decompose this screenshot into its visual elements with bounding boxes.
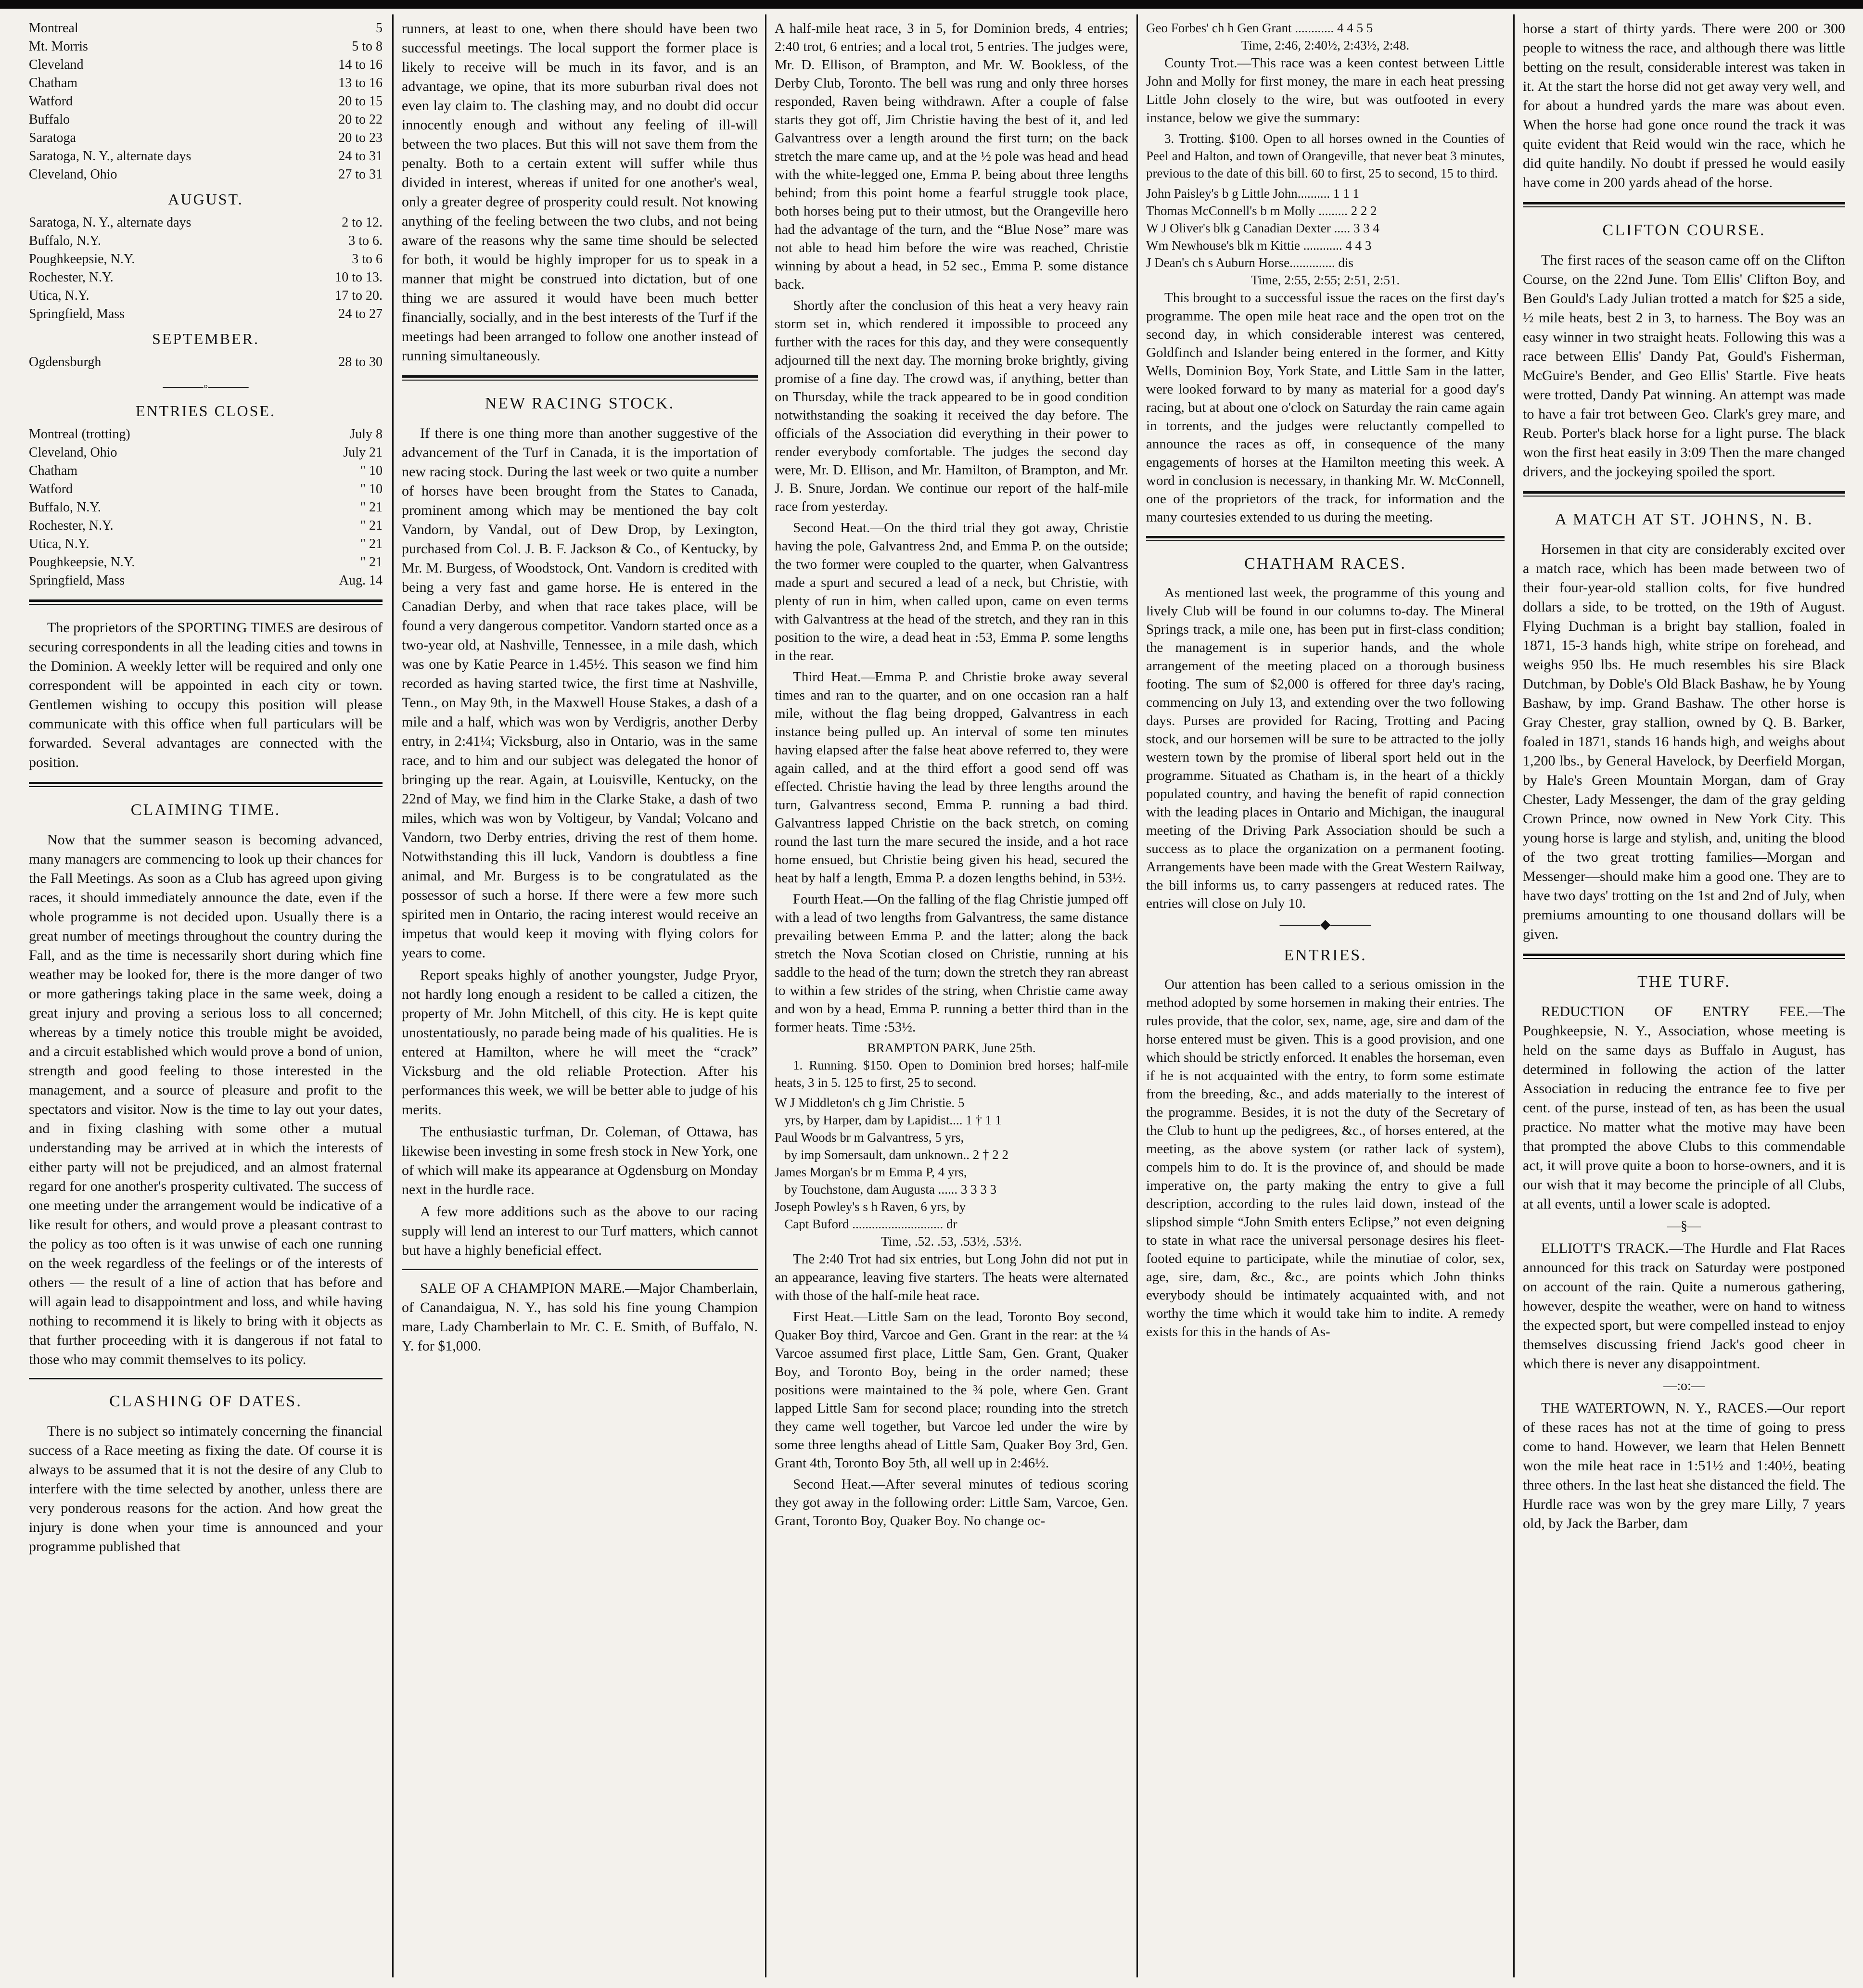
fixture-row bbox=[29, 572, 383, 590]
clashing-body: There is no subject so intimately concerning the financial success of a Race meeting as fixing the date. Of course it is always to be assumed that it is not the desire of any Club to interfere with the time selected by another, unless there are very ponderous reasons for the action. And how great the injury is done when your time is announced and your programme published that bbox=[29, 1423, 383, 1555]
chatham-races-heading: CHATHAM RACES. bbox=[1244, 555, 1406, 573]
champion-mare-notice: SALE OF A CHAMPION MARE.—Major Chamberlain, of Canandaigua, N. Y., has sold his fine young Champion mare, Lady Chamberlain to Mr. C. E. Smith, of Buffalo, N. Y. for $1,000. bbox=[402, 1280, 758, 1354]
race-1-summary bbox=[775, 1094, 1128, 1233]
match-race-continued: horse a start of thirty yards. There were 200 or 300 people to witness the race, and although there was little betting on the result, considerable interest was taken in it. At the start the horse did not get away very well, and for about a hundred yards the mare was about even. When the horse had gone once round the track it was quite evident that Reid would win the race, which he did quite handily. No doubt if pressed he would easily have come in 200 yards ahead of the horse. bbox=[1523, 21, 1845, 191]
meeting-conclusion: This brought to a successful issue the races on the first day's programme. The open mile heat race and the open trot on the second day, in which considerable interest was centered, Goldfinch and Islander being entered in the former, and Kitty Wells, Dominion Boy, York State, and Little Sam in the latter, were looked forward to by many as material for a good day's racing, but at about one o'clock on Saturday the rain came again in torrents, and the judges were reluctantly compelled to announce the races as off, in consequence of the many engagements of horses at the Hamilton meeting this week. A word in conclusion is necessary, in thanking Mr. W. McConnell, one of the proprietors of the track, for information and the many courtesies extended to us during the meeting. bbox=[1146, 290, 1505, 525]
chatham-races-body: As mentioned last week, the programme of this young and lively Club will be found in our columns to-day. The Mineral Springs track, a mile one, has been put in first-class condition; the management is in superior hands, and the whole arrangement of the meeting placed on a thorough business footing. The sum of $2,000 is offered for three day's racing, commencing on July 13, and extending over the two following days. Purses are provided for Racing, Trotting and Pacing stock, and our horsemen will be sure to be attracted to the jolly western town by the promise of liberal sport held out in the programme. Situated as Chatham is, in the heart of a thickly populated country, and having the benefit of rapid connection with the leading places in Ontario and Michigan, the inaugural meeting of the Driving Park Association should be such a success as to place the organization on a permanent footing. Arrangements have been made with the Great Western Railway, the bill informs us, to carry passengers at reduced rates. The entries will close on July 10. bbox=[1146, 585, 1505, 911]
claiming-time-body: Now that the summer season is becoming advanced, many managers are commencing to look up their chances for the Fall Meetings. As soon as a Club has agreed upon giving races, it should immediately announce the date, even if the whole programme is not decided upon. Usually there is a great number of meetings throughout the country during the Fall, and as the time is necessarily short during which fine weather may be looked for, there is the more danger of two or more gatherings taking place in the same week, doing a great injury and proving a serious loss to all concerned; whereas by a timely notice this trouble might be avoided, and a circuit established which would prove a bond of union, strength and good feeling to those interested in the management, and a source of pleasure and profit to the spectators and visitor. Now is the time to lay out your dates, and in fixing clashing with some other a mutual understanding may be arrived at in which the interests of either party will not be prejudiced, and an almost fraternal regard for one another's prosperity cultivated. The success of one meeting under the arrangement would be indicative of a like result for others, and would prove a pleasant contrast to the policy as too often is it was unwise of each one running on the week regardless of the feelings or of the interests of others — the result of a line of action that has before and will again lead to disappointment and loss, and while having nothing to recommend it is likely to bring with it objects as that further proceeding with it is dangerous if not fatal to those who may commit themselves to its policy. bbox=[29, 832, 383, 1367]
race-1-time: Time, .52. .53, .53½, .53½. bbox=[881, 1234, 1022, 1249]
elliotts-track-item: ELLIOTT'S TRACK.—The Hurdle and Flat Races announced for this track on Saturday were postponed on account of the rain. Quite a numerous gathering, however, despite the weather, were on hand to witness the expected sport, but were compelled instead to enjoy themselves discussing friend Jack's good cheer in which there is never any disappointment. bbox=[1523, 1240, 1845, 1372]
summary-line: by Touchstone, dam Augusta ...... 3 3 3 3 bbox=[775, 1182, 997, 1197]
summary-line: Thomas McConnell's b m Molly ......... 2 2 2 bbox=[1146, 204, 1377, 218]
section-rule bbox=[1523, 954, 1845, 959]
summary-line: Joseph Powley's s h Raven, 6 yrs, by bbox=[775, 1199, 966, 1214]
fixture-dates: 13 to 16 bbox=[338, 76, 383, 90]
page-top-edge bbox=[0, 0, 1863, 9]
fixture-place: Saratoga bbox=[29, 130, 76, 145]
clashing-continued: runners, at least to one, when there should have been two successful meetings. The local support the former place is likely to receive will be much in its favor, and is an advantage, we opine, that its more suburban rival does not even lay claim to. The clashing may, and no doubt did occur innocently enough and without any feeling of ill-will between the two places. But this will not save them from the penalty. Both to a certain extent will suffer while thus divided in interest, whereas if united for one another's weal, only a greater degree of prosperity could result. Not knowing anything of the feeling between the two clubs, and not being aware of the reasons why the same time should be selected for both, it would be highly improper for us to speak in a manner that might be construed into dictation, but of one thing we are assured it would have been much better financially, socially, and in the best interests of the Turf if the meetings had been arranged to follow one another instead of running simultaneously. bbox=[402, 21, 758, 364]
race-3-time: Time, 2:55, 2:55; 2:51, 2:51. bbox=[1251, 273, 1400, 287]
fixture-row bbox=[29, 92, 383, 111]
fixture-row bbox=[29, 232, 383, 250]
new-stock-p4: A few more additions such as the above to our racing supply will lend an interest to our Turf matters, which cannot but have a highly beneficial effect. bbox=[402, 1204, 758, 1258]
race-3-title: 3. Trotting. $100. Open to all horses owned in the Counties of Peel and Halton, and town of Orangeville, that never beat 3 minutes, previous to the date of this bill. 60 to first, 25 to second, 15 to third. bbox=[1146, 131, 1505, 180]
trot-first-heat: First Heat.—Little Sam on the lead, Toronto Boy second, Quaker Boy third, Varcoe and Gen. Grant in the rear: at the ¼ Varcoe assumed first place, Little Sam, Gen. Grant, Quaker Boy, and Toronto Boy, being in the order named; these positions were maintained to the ¾ pole, where Gen. Grant lapped Little Sam for second place; rounding into the stretch they came well together, but Varcoe led under the wire by some three lengths ahead of Little Sam, Quaker Boy 3rd, Gen. Grant 4th, Toronto Boy 5th, all well up in 2:46½. bbox=[775, 1309, 1128, 1471]
watertown-races-item: THE WATERTOWN, N. Y., RACES.—Our report of these races has not at the time of going to press come to hand. However, we learn that Helen Bennett won the mile heat race in 1:51½ and 1:40½, beating three others. In the last heat she distanced the field. The Hurdle race was won by the grey mare Lilly, 7 years old, by Jack the Barber, dam bbox=[1523, 1400, 1845, 1531]
clifton-course-body: The first races of the season came off on the Clifton Course, on the 22nd June. Tom Ellis' Clifton Boy, and Ben Gould's Lady Julian trotted a match for $25 a side, ½ mile heats, best 2 in 3, to harness. The Boy was an easy winner in two straight heats. Following this was a race between Ellis' Dandy Pat, Gould's Fisherman, McGuire's Bender, and Geo Ellis' Startle. Five heats were trotted, Dandy Pat winning. An attempt was made to have a fair trot between Geo. Clark's grey mare, and Reub. Porter's black horse for a light purse. The black won the first heat easily in 3:09 Then the mare changed drivers, and the jockeying spoiled the sport. bbox=[1523, 252, 1845, 480]
entries-close-heading: ENTRIES CLOSE. bbox=[136, 402, 276, 420]
fixture-row bbox=[29, 553, 383, 572]
correspondents-notice: The proprietors of the SPORTING TIMES are desirous of securing correspondents in all the leading cities and towns in the Dominion. A weekly letter will be required and only one correspondent will be appointed in each city or town. Gentlemen wishing to occupy this position will please communicate with this office when full particulars will be forwarded. Several advantages are connected with the position. bbox=[29, 620, 383, 770]
fixture-place: Chatham bbox=[29, 76, 78, 90]
fixture-dates: 20 to 23 bbox=[338, 130, 383, 145]
the-turf-heading: THE TURF. bbox=[1637, 973, 1731, 991]
fixture-dates: 27 to 31 bbox=[338, 167, 383, 182]
fixture-dates: " 10 bbox=[360, 463, 383, 478]
fixture-dates: 24 to 27 bbox=[338, 306, 383, 321]
section-rule bbox=[29, 782, 383, 787]
entries-body: Our attention has been called to a serious omission in the method adopted by some horsemen in making their entries. The rules provide, that the color, sex, name, age, sire and dam of the horse entered must be given. This is a good provision, and one which should be strictly enforced. It enables the horseman, even if he is not acquainted with the entry, to form some estimate from the breeding, &c., and adds materially to the interest of the programme. Besides, it is not the duty of the Secretary of the Club to hunt up the pedigrees, &c., of horses entered, at the meeting, as the above system (or rather lack of system), compels him to do. It is the province of, and should be made imperative on, the party making the entry to give a full description, according to the rules laid down, instead of the slipshod simple “John Smith enters Eclipse,” not even deigning to state in what race the universal personage desires his fleet-footed equine to participate, while the minutiae of color, sex, age, sire, dam, &c., &c., are points which John thinks everybody should be intimately acquainted with, and not worthy the time which it would take him to indite. A remedy exists for this in the hands of As- bbox=[1146, 977, 1505, 1339]
fixture-dates: 5 bbox=[376, 21, 383, 36]
fixture-dates: 14 to 16 bbox=[338, 57, 383, 72]
section-rule bbox=[1523, 202, 1845, 207]
fixture-dates: 5 to 8 bbox=[352, 39, 383, 54]
fixture-dates: 2 to 12. bbox=[342, 215, 383, 230]
fixture-place: Watford bbox=[29, 94, 73, 109]
fixture-row bbox=[29, 462, 383, 480]
september-heading: SEPTEMBER. bbox=[152, 330, 259, 347]
fixture-place: Rochester, N.Y. bbox=[29, 518, 114, 533]
fixture-dates: " 21 bbox=[360, 555, 383, 570]
county-trot-text: County Trot.—This race was a keen contest between Little John and Molly for first money, the mare in each heat pressing Little John closely to the wire, but was outfooted in every instance, below we give the summary: bbox=[1146, 55, 1505, 126]
fixture-dates: 3 to 6 bbox=[352, 252, 383, 267]
summary-line: J Dean's ch s Auburn Horse.............. dis bbox=[1146, 255, 1353, 270]
summary-line: Paul Woods br m Galvantress, 5 yrs, bbox=[775, 1130, 964, 1145]
fixture-row bbox=[29, 535, 383, 553]
section-rule bbox=[29, 1378, 383, 1379]
fixture-row bbox=[29, 214, 383, 232]
fixture-row bbox=[29, 305, 383, 323]
entry-fee-item: REDUCTION OF ENTRY FEE.—The Poughkeepsie, N. Y., Association, whose meeting is held on the same days as Buffalo in August, has determined in following the action of the latter Association in reducing the entrance fee to five per cent. of the purse, instead of ten, as has been the usual practice. No matter what the motive may have been that prompted the above Clubs to this commendable act, it will prove quite a boon to horse-owners, and it is our wish that it may become the principle of all Clubs, at all events, until a lower scale is adopted. bbox=[1523, 1004, 1845, 1212]
fixture-row bbox=[29, 166, 383, 184]
column-2 bbox=[402, 19, 758, 1973]
section-rule bbox=[1146, 536, 1505, 541]
brampton-race-p2: Shortly after the conclusion of this heat a very heavy rain storm set in, which rendered it impossible to proceed any further with the races for this day, and they were consequently adjourned till the next day. The morning broke brightly, giving promise of a fine day. The crowd was, if anything, better than on Thursday, while the track appeared to be in good condition notwithstanding the soaking it received the day before. The officials of the Association did everything in their power to render everybody comfortable. The judges the second day were, Mr. D. Ellison, and Mr. Hamilton, of Brampton, and Mr. J. B. Snure, Jordan. We continue our report of the half-mile race from yesterday. bbox=[775, 298, 1128, 514]
entries-heading: ENTRIES. bbox=[1284, 946, 1367, 964]
fixture-place: Ogdensburgh bbox=[29, 355, 102, 370]
fixture-dates: " 10 bbox=[360, 482, 383, 497]
fixture-place: Montreal bbox=[29, 21, 78, 36]
fixture-row bbox=[29, 444, 383, 462]
summary-line: Capt Buford ............................ dr bbox=[775, 1217, 957, 1231]
column-rule bbox=[392, 14, 394, 1977]
fixture-place: Poughkeepsie, N.Y. bbox=[29, 555, 135, 570]
summary-line: yrs, by Harper, dam by Lapidist.... 1 † 1 1 bbox=[775, 1113, 1002, 1127]
divider: —:o:— bbox=[1663, 1378, 1705, 1393]
claiming-time-heading: CLAIMING TIME. bbox=[130, 801, 281, 819]
fixture-place: Buffalo, N.Y. bbox=[29, 500, 101, 515]
fixture-dates: 28 to 30 bbox=[338, 355, 383, 370]
fixture-dates: 20 to 15 bbox=[338, 94, 383, 109]
fixture-place: Saratoga, N. Y., alternate days bbox=[29, 215, 191, 230]
fixture-row bbox=[29, 147, 383, 166]
section-rule bbox=[402, 1269, 758, 1270]
fixture-row bbox=[29, 425, 383, 444]
divider: ———◦——— bbox=[163, 379, 249, 394]
fixture-dates: " 21 bbox=[360, 536, 383, 551]
summary-line: W J Middleton's ch g Jim Christie. 5 bbox=[775, 1096, 965, 1110]
fixture-place: Watford bbox=[29, 482, 73, 497]
fixtures-july bbox=[29, 19, 383, 184]
fixture-dates: 17 to 20. bbox=[335, 288, 383, 303]
column-1 bbox=[29, 19, 383, 1973]
gen-grant-row: Geo Forbes' ch h Gen Grant ............ 4 4 5 5 bbox=[1146, 21, 1373, 35]
new-stock-p3: The enthusiastic turfman, Dr. Coleman, of Ottawa, has likewise been investing in some fresh stock in New York, one of which will make its appearance at Ogdensburg on Monday next in the hurdle race. bbox=[402, 1124, 758, 1198]
section-rule bbox=[29, 599, 383, 605]
fixture-place: Springfield, Mass bbox=[29, 306, 125, 321]
fixture-row bbox=[29, 268, 383, 287]
fixture-place: Springfield, Mass bbox=[29, 573, 125, 588]
fixtures-september bbox=[29, 353, 383, 371]
august-heading: AUGUST. bbox=[168, 191, 243, 208]
brampton-dateline: BRAMPTON PARK, June 25th. bbox=[867, 1041, 1036, 1055]
column-5 bbox=[1523, 19, 1845, 1973]
section-rule bbox=[1523, 491, 1845, 497]
fixture-row bbox=[29, 517, 383, 535]
fixture-dates: 10 to 13. bbox=[335, 270, 383, 285]
fixture-dates: Aug. 14 bbox=[339, 573, 383, 588]
summary-line: John Paisley's b g Little John.......... 1 1 1 bbox=[1146, 186, 1359, 201]
fixture-dates: " 21 bbox=[360, 500, 383, 515]
clashing-heading: CLASHING OF DATES. bbox=[109, 1392, 302, 1410]
divider: —§— bbox=[1667, 1219, 1701, 1234]
st-johns-heading: A MATCH AT ST. JOHNS, N. B. bbox=[1555, 510, 1813, 528]
trot-240-intro: The 2:40 Trot had six entries, but Long John did not put in an appearance, leaving five starters. The heats were alternated with those of the half-mile heat race. bbox=[775, 1251, 1128, 1303]
column-rule bbox=[1513, 14, 1515, 1977]
fixture-row bbox=[29, 111, 383, 129]
fixture-row bbox=[29, 287, 383, 305]
summary-line: by imp Somersault, dam unknown.. 2 † 2 2 bbox=[775, 1147, 1008, 1162]
fixture-row bbox=[29, 480, 383, 498]
brampton-race-p1: A half-mile heat race, 3 in 5, for Dominion breds, 4 entries; 2:40 trot, 6 entries; and a local trot, 5 entries. The judges were, Mr. D. Ellison, of Brampton, and Mr. W. Bookless, of the Derby Club, Toronto. The bell was rung and only three horses responded, Raven being withdrawn. After a couple of false starts they got off, Jim Christie having the best of it, and led Galvantress over a length around the first turn; on the back stretch the mare came up, and at the ½ pole was head and head with the white-legged one, Emma P. being about three lengths behind; from this point home a fearful struggle took place, both horses being put to their utmost, but the Orangeville hero had the advantage of the turn, and the “Blue Nose” mare was not able to head him before the wire was reached, Christie winning by about a head, in 52 sec., Emma P. some distance back. bbox=[775, 21, 1128, 292]
trot-second-heat: Second Heat.—After several minutes of tedious scoring they got away in the following order: Little Sam, Varcoe, Gen. Grant, Toronto Boy, Quaker Boy. No change oc- bbox=[775, 1477, 1128, 1529]
fixture-row bbox=[29, 56, 383, 74]
summary-line: James Morgan's br m Emma P, 4 yrs, bbox=[775, 1165, 967, 1179]
fixture-place: Chatham bbox=[29, 463, 78, 478]
fixture-dates: July 21 bbox=[343, 445, 383, 460]
race-1-title: 1. Running. $150. Open to Dominion bred horses; half-mile heats, 3 in 5. 125 to first, 25 to second. bbox=[775, 1058, 1128, 1090]
fixture-place: Rochester, N.Y. bbox=[29, 270, 114, 285]
second-heat: Second Heat.—On the third trial they got away, Christie having the pole, Galvantress 2nd, and Emma P. on the outside; the two former were coupled to the quarter, when Galvantress made a spurt and secured a lead of a neck, but Christie, with plenty of run in him, when called upon, came on even terms with Galvantress at the head of the stretch, and they ran in this position to the wire, a dead heat in :53, Emma P. some lengths in the rear. bbox=[775, 520, 1128, 663]
st-johns-body: Horsemen in that city are considerably excited over a match race, which has been made between two of their four-year-old stallion colts, for five hundred dollars a side, to be trotted, on the 19th of August. Flying Duchman is a bright bay stallion, foaled in 1871, 15-3 hands high, white stripe on forehead, and weighs 950 lbs. He much resembles his sire Black Dutchman, by Doble's Old Black Bashaw, he by Young Bashaw, by imp. Grand Bashaw. The other horse is Gray Chester, gray stallion, owned by Q. B. Barker, foaled in 1871, stands 16 hands high, and weighs about 1,200 lbs., by General Havelock, by Deerfield Morgan, by Hale's Green Mountain Morgan, dam of Gray Chester, Lady Messenger, the dam of the gray gelding Crown Prince, now owned in New York City. This young horse is large and stylish, and, uniting the blood of the two great trotting families—Morgan and Messenger—should make him a good one. They are to have two days' trotting on the 1st and 2nd of July, when premiums amounting to one thousand dollars will be given. bbox=[1523, 541, 1845, 942]
new-stock-p2: Report speaks highly of another youngster, Judge Pryor, not hardly long enough a resident to be called a citizen, the property of Mr. John Mitchell, of this city. He is kept quite unostentatiously, no parade being made of his qualities. He is entered at Hamilton, where he will meet the “crack” Vicksburg and the old reliable Protection. After his performances this week, we will be better able to judge of his merits. bbox=[402, 967, 758, 1118]
fixture-place: Buffalo bbox=[29, 112, 70, 127]
fixture-row bbox=[29, 19, 383, 38]
fixture-dates: " 21 bbox=[360, 518, 383, 533]
fixture-dates: 20 to 22 bbox=[338, 112, 383, 127]
fixture-row bbox=[29, 498, 383, 517]
fixture-place: Buffalo, N.Y. bbox=[29, 233, 101, 248]
fixture-row bbox=[29, 250, 383, 268]
new-stock-p1: If there is one thing more than another suggestive of the advancement of the Turf in Canada, it is the importation of new racing stock. During the last week or two quite a number of horses have been brought from the States to Canada, prominent among which may be mentioned the bay colt Vandorn, by Vandal, out of Dew Drop, by Lexington, purchased from Col. J. B. F. Jackson & Co., of Kentucky, by Mr. M. Burgess, of Woodstock, Ont. Vandorn is credited with being a very fast and game horse. He is entered in the Canadian Derby, and when that race takes place, will be found a very dangerous competitor. Vandorn started once as a two-year old, at Nashville, Tennessee, in a mile dash, which was one by Katie Pearce in 1.45½. This season we find him recorded as having started twice, the first time at Nashville, Tenn., on May 9th, in the Maxwell House Stakes, a dash of a mile and a half, which was won by Verdigris, another Derby entry, in 2:41¼; Vicksburg, also in Ontario, was in the same race, and to him and our subject was delegated the honor of bringing up the rear. Again, at Louisville, Kentucky, on the 22nd of May, we find him in the Clarke Stake, a dash of two miles, which was won by Voltigeur, by Vandal; Volcano and Vandorn, two Derby entries, driving the rest of them home. Notwithstanding this ill luck, Vandorn is doubtless a fine animal, and Mr. Burgess is to be congratulated as the possessor of such a horse. If there were a few more such spirited men in Ontario, the racing interest would receive an impetus that would keep it moving with flying colors for years to come. bbox=[402, 425, 758, 961]
column-rule bbox=[1136, 14, 1138, 1977]
fixture-row bbox=[29, 38, 383, 56]
race-3-summary bbox=[1146, 185, 1505, 271]
summary-line: W J Oliver's blk g Canadian Dexter ..... 3 3 4 bbox=[1146, 221, 1380, 235]
fixture-place: Cleveland, Ohio bbox=[29, 445, 117, 460]
fixture-place: Utica, N.Y. bbox=[29, 288, 89, 303]
fixture-dates: 24 to 31 bbox=[338, 149, 383, 164]
summary-line: Wm Newhouse's blk m Kittie ............ 4 4 3 bbox=[1146, 238, 1372, 253]
fixture-place: Utica, N.Y. bbox=[29, 536, 89, 551]
section-rule bbox=[402, 375, 758, 381]
divider: ———◆——— bbox=[1279, 917, 1371, 932]
fixture-dates: 3 to 6. bbox=[348, 233, 383, 248]
fixture-row bbox=[29, 74, 383, 92]
fixture-row bbox=[29, 129, 383, 147]
column-4 bbox=[1146, 19, 1505, 1973]
fixture-place: Poughkeepsie, N.Y. bbox=[29, 252, 135, 267]
new-racing-stock-heading: NEW RACING STOCK. bbox=[485, 395, 675, 412]
fixtures-august bbox=[29, 214, 383, 323]
column-rule bbox=[765, 14, 766, 1977]
fixture-row bbox=[29, 353, 383, 371]
fixture-place: Saratoga, N. Y., alternate days bbox=[29, 149, 191, 164]
fixture-place: Cleveland bbox=[29, 57, 84, 72]
fourth-heat: Fourth Heat.—On the falling of the flag Christie jumped off with a lead of two lengths from Galvantress, the same distance prevailing between Emma P. and the latter; along the back stretch the Nova Scotian closed on Christie, running at his saddle to the head of the turn; down the stretch they ran abreast to within a few strides of the string, when Christie came away and won by a head, Emma P. running a better third than in the former heats. Time :53½. bbox=[775, 892, 1128, 1035]
fixture-place: Mt. Morris bbox=[29, 39, 88, 54]
trot-time: Time, 2:46, 2:40½, 2:43½, 2:48. bbox=[1241, 38, 1410, 52]
entries-close-list bbox=[29, 425, 383, 590]
fixture-place: Cleveland, Ohio bbox=[29, 167, 117, 182]
fixture-dates: July 8 bbox=[350, 427, 383, 442]
third-heat: Third Heat.—Emma P. and Christie broke away several times and ran to the quarter, and on one occasion ran a half mile, without the flag being dropped, Galvantress in each instance being pulled up. An interval of some ten minutes having elapsed after the false heat above referred to, they were again called, and at the third effort a good send off was effected. Christie having the lead by three lengths around the turn, Galvantress second, Emma P. running a bad third. Galvantress lapped Christie on the back stretch, on coming round the last turn the mare secured the inside, and a hot race home ensued, but Christie being given his head, secured the heat by half a length, Emma P. a dozen lengths behind, in 53½. bbox=[775, 669, 1128, 886]
clifton-course-heading: CLIFTON COURSE. bbox=[1602, 221, 1766, 239]
column-3 bbox=[775, 19, 1128, 1973]
fixture-place: Montreal (trotting) bbox=[29, 427, 130, 442]
